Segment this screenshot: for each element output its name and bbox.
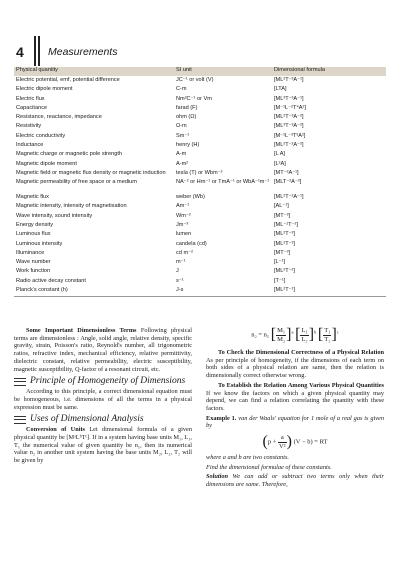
- table-row: [14, 240, 386, 249]
- correctness-paragraph: [206, 349, 384, 380]
- si-unit-cell: lumen: [176, 231, 192, 238]
- solution-label: Solution: [206, 473, 229, 481]
- quantity-cell: Magnetic dipole moment: [16, 160, 77, 167]
- dimension-cell: [M⁻¹L⁻²T⁴A²]: [274, 104, 306, 111]
- si-unit-cell: m⁻¹: [176, 259, 186, 266]
- dimensionless-paragraph: [14, 327, 192, 373]
- section-bars-icon: [14, 378, 26, 386]
- dimension-cell: [MLT⁻²A⁻²]: [274, 179, 302, 186]
- section-title-homogeneity: Principle of Homogeneity of Dimensions: [30, 376, 186, 387]
- section-heading: [14, 378, 192, 386]
- left-column: [14, 327, 192, 465]
- column-header: Physical quantity: [16, 67, 58, 73]
- dimension-cell: [L A]: [274, 151, 285, 158]
- quantity-cell: Electric potential, emf, potential difference: [16, 77, 120, 83]
- right-column: [206, 327, 384, 489]
- table-row: [14, 113, 386, 122]
- quantity-cell: Capacitance: [16, 104, 48, 111]
- page-number: 4: [16, 44, 24, 60]
- si-unit-cell: tesla (T) or Wbm⁻²: [176, 169, 223, 176]
- table-body: [14, 76, 386, 295]
- si-unit-cell: farad (F): [176, 104, 198, 111]
- table-row: [14, 267, 386, 276]
- table-row: [14, 169, 386, 178]
- where-text: where a and b are two constants.: [206, 454, 289, 462]
- table-row: [14, 230, 386, 239]
- dimension-cell: [ML⁻¹T⁻²]: [274, 221, 298, 228]
- table-row: [14, 150, 386, 159]
- dimension-cell: [ML²T⁻³]: [274, 231, 295, 238]
- quantity-cell: Magnetic field or magnetic flux density or magnetic induction: [16, 169, 166, 176]
- dimension-cell: [T⁻¹]: [274, 277, 286, 284]
- table-header: [14, 67, 386, 76]
- si-unit-cell: Wm⁻²: [176, 212, 191, 219]
- section-heading: [14, 416, 192, 424]
- dimension-cell: [ML²T⁻²A⁻²]: [274, 142, 304, 149]
- dimension-cell: [LTA]: [274, 86, 287, 93]
- table-row: [14, 160, 386, 169]
- example-label: Example 1.: [206, 414, 237, 422]
- l-denominator: L₂: [301, 335, 308, 343]
- dimension-cell: [AL⁻¹]: [274, 203, 289, 210]
- example-text: van der Waals' equation for 1 mole of a real gas is given by: [206, 414, 385, 430]
- table-row: [14, 122, 386, 131]
- table-row: [14, 178, 386, 193]
- table-row: [14, 249, 386, 258]
- quantity-cell: Luminous intensity: [16, 240, 63, 247]
- si-unit-cell: weber (Wb): [176, 194, 205, 201]
- si-unit-cell: A-m²: [176, 160, 189, 167]
- formula-lhs: n₂ = n₁: [251, 331, 270, 339]
- m-denominator: M₂: [277, 335, 286, 343]
- dimensionless-body: Following physical terms are dimensionless : Angle, solid angle, relative density, specific gravity, strain, Poisson's ratio, Reynold's number, all trigonometric ratios, refractive index, mechanical efficiency, relative permittivity, dielectric constant, relative permeability, electric susceptibility, magnetic susceptibility, Q-factor of a resonant circuit, etc.: [14, 327, 193, 373]
- table-row: [14, 76, 386, 85]
- quantity-cell: Luminous flux: [16, 231, 51, 238]
- quantity-cell: Resistance, reactance, impedance: [16, 114, 102, 121]
- dimension-cell: [MT⁻³]: [274, 249, 291, 256]
- conversion-lead: Conversion of Units: [26, 426, 85, 434]
- table-row: [14, 202, 386, 211]
- quantity-cell: Inductance: [16, 142, 44, 149]
- si-unit-cell: Nm²C⁻¹ or Vm: [176, 95, 212, 102]
- homogeneity-body: According to this principle, a correct dimensional equation must be homogeneous, i.e. dimensions of all the terms in a physical expression must be same.: [14, 388, 192, 411]
- quantity-cell: Wave intensity, sound intensity: [16, 212, 93, 219]
- correctness-lead: To Check the Dimensional Correctness of a Physical Relation: [218, 349, 384, 356]
- t-denominator: T₂: [324, 335, 331, 343]
- table-row: [14, 258, 386, 267]
- t-numerator: T₁: [324, 327, 331, 334]
- units-table: [14, 67, 386, 297]
- solution-paragraph: [206, 473, 384, 488]
- page-header: [14, 44, 386, 64]
- si-unit-cell: JC⁻¹ or volt (V): [176, 77, 214, 83]
- dimension-cell: [ML³T⁻³A⁻²]: [274, 123, 304, 130]
- relation-lead: To Establish the Relation Among Various Physical Quantities: [218, 381, 384, 389]
- table-row: [14, 221, 386, 230]
- quantity-cell: Magnetic intensity, intensity of magnetisation: [16, 203, 127, 210]
- dimension-cell: [ML²T⁻¹]: [274, 287, 295, 294]
- dimension-cell: [MT⁻²A⁻¹]: [274, 169, 299, 176]
- quantity-cell: Resistivity: [16, 123, 42, 130]
- quantity-cell: Electric flux: [16, 95, 45, 102]
- quantity-cell: Magnetic permeability of free space or a medium: [16, 179, 137, 186]
- quantity-cell: Electric dipole moment: [16, 86, 73, 93]
- si-unit-cell: Sm⁻¹: [176, 132, 190, 139]
- si-unit-cell: candela (cd): [176, 240, 207, 247]
- si-unit-cell: henry (H): [176, 142, 200, 149]
- l-numerator: L₁: [301, 327, 308, 334]
- si-unit-cell: s⁻¹: [176, 277, 184, 284]
- dimension-cell: [ML²T⁻²]: [274, 268, 295, 275]
- quantity-cell: Wave number: [16, 259, 51, 266]
- dimension-cell: [MT⁻³]: [274, 212, 291, 219]
- si-unit-cell: A-m: [176, 151, 187, 158]
- solution-text: We can add or subtract two terms only when their dimensions are same. Therefore,: [206, 473, 384, 489]
- relation-body: If we know the factors on which a given physical quantity may depend, we can find a relation correlating the quantity with these factors.: [206, 389, 384, 412]
- m-exponent: a: [291, 329, 294, 335]
- t-exponent: c: [336, 329, 339, 335]
- example-paragraph: [206, 415, 384, 430]
- quantity-cell: Magnetic charge or magnetic pole strength: [16, 151, 123, 158]
- table-row: [14, 104, 386, 113]
- eq-numerator: a: [278, 434, 287, 443]
- dimension-cell: [ML²T⁻²A⁻¹]: [274, 194, 304, 201]
- l-exponent: b: [314, 329, 317, 335]
- dimension-cell: [ML²T⁻³]: [274, 240, 295, 247]
- table-row: [14, 286, 386, 295]
- si-unit-cell: Jm⁻³: [176, 221, 189, 228]
- quantity-cell: Magnetic flux: [16, 194, 49, 201]
- quantity-cell: Work function: [16, 268, 51, 275]
- si-unit-cell: J-s: [176, 287, 184, 294]
- section-title-uses: Uses of Dimensional Analysis: [30, 414, 144, 425]
- eq-rest: (V − b) = RT: [293, 438, 328, 446]
- table-row: [14, 277, 386, 286]
- table-row: [14, 85, 386, 94]
- si-unit-cell: J: [176, 268, 179, 275]
- quantity-cell: Energy density: [16, 221, 54, 228]
- correctness-body: As per principle of homogeneity, if the dimensions of each term on both sides of a physical relation are same, then the relation is dimensionally correct otherwise wrong.: [206, 356, 384, 380]
- si-unit-cell: cd m⁻²: [176, 249, 193, 256]
- si-unit-cell: Am⁻¹: [176, 203, 190, 210]
- dimension-cell: [L²A]: [274, 160, 286, 167]
- table-bottom-rule: [14, 296, 386, 297]
- section-bars-icon: [14, 416, 26, 424]
- dimension-cell: [L⁻¹]: [274, 259, 286, 266]
- column-header: SI unit: [176, 67, 192, 73]
- table-row: [14, 141, 386, 150]
- table-row: [14, 95, 386, 104]
- chapter-title: Measurements: [48, 46, 118, 58]
- quantity-cell: Radio active decay constant: [16, 277, 86, 284]
- dimension-cell: [ML³T⁻³A⁻¹]: [274, 95, 304, 102]
- quantity-cell: Planck's constant (h): [16, 287, 68, 294]
- table-row: [14, 132, 386, 141]
- si-unit-cell: NA⁻² or Hm⁻¹ or TmA⁻¹ or WbA⁻¹m⁻¹: [176, 179, 270, 186]
- table-row: [14, 212, 386, 221]
- si-unit-cell: C-m: [176, 86, 187, 93]
- si-unit-cell: Ω-m: [176, 123, 187, 130]
- table-row: [14, 193, 386, 202]
- conversion-formula: n₂ = n₁ [ $\frac{\text{M₁}}{\text{M₂}}$ ]$^a$ [ $\frac{\text{L₁}}{\text{L₂}}$ ]$^b$ [ $\frac{\text{T₁}}{\text{T₂}}$ ]$^c$: [251, 326, 339, 344]
- van-der-waals-equation: (p + $\frac{a}{\text{V²}}$ ) (V − b) = RT: [262, 433, 328, 451]
- column-header: Dimensional formula: [274, 67, 325, 73]
- relation-paragraph: [206, 382, 384, 413]
- dimension-cell: [ML²T⁻³A⁻¹]: [274, 77, 304, 83]
- dimension-cell: [M⁻¹L⁻³T³A²]: [274, 132, 306, 139]
- eq-p-plus: p +: [267, 438, 277, 446]
- quantity-cell: Illuminance: [16, 249, 45, 256]
- eq-denominator: V²: [278, 442, 286, 450]
- dimension-cell: [ML²T⁻³A⁻²]: [274, 114, 304, 121]
- quantity-cell: Electric conductivity: [16, 132, 66, 139]
- header-bars-decoration: [34, 36, 43, 66]
- conversion-paragraph: [14, 426, 192, 465]
- dimensionless-lead: Some Important Dimensionless Terms: [26, 327, 137, 334]
- m-numerator: M₁: [277, 327, 286, 334]
- si-unit-cell: ohm (Ω): [176, 114, 197, 121]
- find-text: Find the dimensional formulae of these constants.: [206, 463, 332, 471]
- conversion-body: Let dimensional formula of a given physical quantity be [MᵃLᵇTᶜ]. If in a system having base units M₁, L₁, T₁ the numerical value of given quantity be n₁, then its numerical value n₂ in another unit system having the base units M₂, L₂, T₂ will be given by: [14, 426, 192, 465]
